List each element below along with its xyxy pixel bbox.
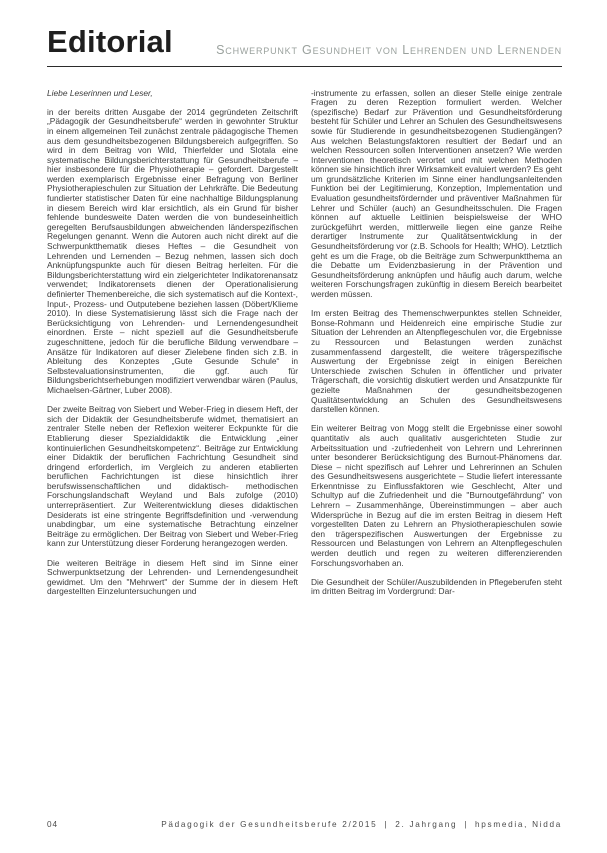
footer-separator-2: | — [464, 820, 469, 829]
right-column — [311, 89, 562, 597]
footer-journal-line — [161, 820, 562, 829]
editorial-body — [47, 89, 562, 597]
paragraph-left-3: Die weiteren Beiträge in diesem Heft sind im Sinne einer Schwerpunktsetzung der Lehrenden- und Lernendengesundheit gewidmet. Um den "Mehrwert" der Summe der in diesem Heft dargestellten Einzeluntersuchungen und — [47, 557, 298, 597]
page-footer — [47, 820, 562, 853]
footer-volume: 2. Jahrgang — [395, 820, 458, 829]
footer-journal-title: Pädagogik der Gesundheitsberufe 2/2015 — [161, 820, 378, 829]
paragraph-right-1: -instrumente zu erfassen, sollen an dieser Stelle einige zentrale Fragen zu deren Rezeption formuliert werden. Welcher (spezifische) Bedarf zur Prävention und Gesundheitsförderung besteht für Schüler und Lehrer an Schulen des Gesundheitswesens sowie für Studierende in gesundheitsbezogenen Studiengängen? Aus welchen Belastungsfaktoren resultiert der Bedarf und an welchen Ressourcen sollen Interventionen ansetzen? Wie werden Interventionen theoretisch verortet und mit welchen Methoden können sie hinsichtlich ihrer Wirksamkeit evaluiert werden? Es geht um grundsätzliche Kriterien im Sinne einer handlungsanleitenden Funktion bei der Legitimierung, Konzeption, Implementation und Evaluation gesundheitsfördernder und präventiver Maßnahmen für Lehrer und Schüler (auch) an Gesundheitsschulen. Die Fragen können auf aktuelle Leitlinien beispielsweise der WHO zurückgeführt werden, mittlerweile liegen eine ganze Reihe derartiger Instrumente zur Qualitätsentwicklung in der Gesundheitsförderung vor (z.B. Schools for Health; WHO). Letztlich geht es um die Frage, ob die Beiträge zum Schwerpunktthema an die Debatte um Evidenzbasierung in der Prävention und Gesundheitsförderung anknüpfen und häufig auch darum, welche weiteren Forschungsfragen zukünftig in diesem Bereich bearbeitet werden müssen. — [311, 87, 562, 300]
page-header — [47, 26, 562, 59]
left-column — [47, 89, 298, 597]
footer-separator-1: | — [384, 820, 389, 829]
paragraph-right-2: Im ersten Beitrag des Themenschwerpunktes stellen Schneider, Bonse-Rohmann und Heidenreich eine empirische Studie zur Situation der Lehrenden an Altenpflegeschulen vor, die Ergebnisse zu Ressourcen und Belastungen werden zunächst zusammenfassend dargestellt, die weitere trägerspezifische Auswertung der Ergebnisse zeigt in einigen Bereichen Unterschiede zwischen Schulen in öffentlicher und privater Trägerschaft, die vorsichtig diskutiert werden und Ansatzpunkte für gezielte Maßnahmen der gesundheitsbezogenen Qualitätsentwicklung an Schulen des Gesundheitswesens darstellen können. — [311, 308, 562, 415]
salutation: Liebe Leserinnen und Leser, — [47, 87, 153, 98]
footer-publisher: hpsmedia, Nidda — [475, 820, 562, 829]
paragraph-left-1: in der bereits dritten Ausgabe der 2014 gegründeten Zeitschrift „Pädagogik der Gesundheitsberufe“ werden in gewohnter Struktur in einem allgemeinen Teil zunächst zentrale pädagogische Themen aus dem gesundheitsbezogenen Bildungsbereich aufgegriffen. So wird in dem Beitrag von Wild, Thierfelder und Slotala eine systematische Bildungsberichterstattung für Gesundheitsberufe – hier insbesondere für die Physiotherapie – gefordert. Dargestellt werden exemplarisch Ergebnisse einer Befragung von Berliner Physiotherapieschulen zur Situation der Lehrkräfte. Die Bedeutung fundierter statistischer Daten für eine nachhaltige Bildungsplanung in diesem Bereich wird klar ersichtlich, als ein Grund für bisher fehlende bundesweite Daten werden die von bundeseinheitlich geregelten Berufsausbildungen abweichenden länderspezifischen Regelungen genannt. Wenn die Autoren auch nicht direkt auf die Schwerpunktthematik dieses Heftes – die Gesundheit von Lehrenden und Lernenden – Bezug nehmen, lassen sich doch Anknüpfungspunkte auch für diesen Beitrag herleiten. Für die Bildungsberichterstattung wird ein zielgerichteter Indikatorenansatz verwendet; Indikatorensets dienen der Operationalisierung definierter Themenbereiche, die sich systematisch auf die Kontext-, Input-, Prozess- und Outputebene beziehen lassen (Döbert/Klieme 2010). In diese Systematisierung lässt sich die Frage nach der Berücksichtigung von Lehrenden- und Lernendengesundheit einordnen. Erste – nicht speziell auf die Gesundheitsberufe zugeschnittene, jedoch für die berufliche Bildung verwendbare – Ansätze für Indikatoren auf dieser Zielebene finden sich z.B. in Ableitung des Konzeptes „Gute Gesunde Schule“ in Selbstevaluationsinstrumenten, die ggf. auch für Bildungsberichtserhebungen modifiziert verwendbar wären (Paulus, Michaelsen-Gärtner, Luber 2008). — [47, 106, 298, 395]
header-rule — [47, 66, 562, 67]
paragraph-right-4: Die Gesundheit der Schüler/Auszubildenden in Pflegeberufen steht im dritten Beitrag im Vordergrund: Dar- — [311, 576, 562, 597]
page-title: Editorial — [47, 24, 173, 59]
paragraph-right-3: Ein weiterer Beitrag von Mogg stellt die Ergebnisse einer sowohl quantitativ als auch qualitativ ausgerichteten Studie zur Arbeitssituation und -zufriedenheit von Lehrern und Lehrerinnen unter besonderer Berücksichtigung des Burnout-Phänomens dar. Diese – nicht spezifisch auf Lehrer und Lehrerinnen an Schulen des Gesundheitswesens ausgerichtete – Studie liefert interessante Erkenntnisse zu Einflussfaktoren wie Geschlecht, Alter und Schultyp auf die Zufriedenheit und die "Burnoutgefährdung" von Lehrern – Zusammenhänge, Übereinstimmungen – aber auch Widersprüche in Bezug auf die im ersten Beitrag in diesem Heft vorgestellten Daten zu Lehrern an Physiotherapieschulen sowie den trägerspezifischen Auswertungen der Ergebnisse zu Ressourcen und Belastungen von Lehrern an Altenpflegeschulen werden deutlich und regen zu weiteren differenzierenden Forschungsvorhaben an. — [311, 423, 562, 568]
paragraph-left-2: Der zweite Beitrag von Siebert und Weber-Frieg in diesem Heft, der sich der Didaktik der Gesundheitsberufe widmet, thematisiert an zentraler Stelle neben der Reflexion weiterer Eckpunkte für die Etablierung dieser Spezialdidaktik die Entwicklung „einer kontinuierlichen Gesundheitskompetenz“. Beiträge zur Entwicklung einer Didaktik der beruflichen Fachrichtung Gesundheit sind dringend erforderlich, im Vergleich zu anderen etablierten beruflichen Fachrichtungen ist diese hinsichtlich ihrer berufswissenschaftlichen und didaktisch- methodischen Forschungslandschaft Weyland und Bals zufolge (2010) unterrepräsentiert. Zur Weiterentwicklung dieses didaktischen Desiderats ist eine stringente Begriffsdefinition und -verwendung unabdingbar, um eine systematische Betrachtung einzelner Beiträge zu ermöglichen. Der Beitrag von Siebert und Weber-Frieg kann zur Unterstützung dieser Forderung herangezogen werden. — [47, 404, 298, 549]
page-number: 04 — [47, 820, 59, 829]
issue-topic-heading: Schwerpunkt Gesundheit von Lehrenden und Lernenden — [216, 42, 562, 57]
